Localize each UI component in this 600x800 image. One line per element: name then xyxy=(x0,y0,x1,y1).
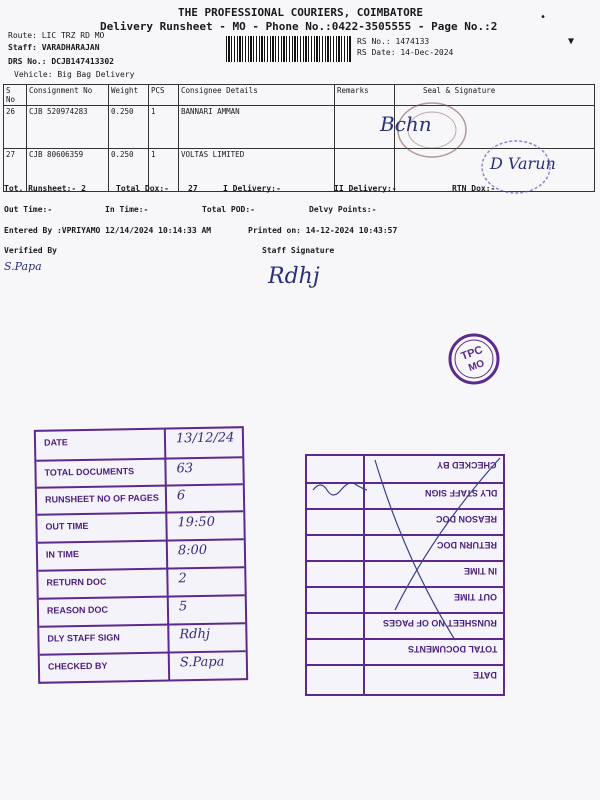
seal-text-mo: MO xyxy=(467,358,487,374)
col-sno: S No xyxy=(4,85,27,106)
seal-signature-2: D Varun xyxy=(490,154,556,173)
col-seal: Seal & Signature xyxy=(395,85,595,106)
stamp-label: IN TIME xyxy=(45,549,80,560)
staff-signature-label: Staff Signature xyxy=(262,246,335,255)
delvy-points: Delvy Points:- xyxy=(309,205,377,214)
stamp-value: S.Papa xyxy=(179,654,225,671)
runsheet-title: Delivery Runsheet - MO - Phone No.:0422-3505555 - Page No.:2 xyxy=(100,20,498,33)
stamp-label: DATE xyxy=(43,437,68,448)
route: Route: LIC TRZ RD MO xyxy=(8,31,105,40)
col-consignee: Consignee Details xyxy=(179,85,335,106)
stamp-label: REASON DOC xyxy=(46,604,109,616)
stamp-value: 2 xyxy=(178,571,187,587)
stamp-value: Rdhj xyxy=(179,626,211,643)
stamp-row xyxy=(307,664,503,694)
col-remarks: Remarks xyxy=(335,85,395,106)
cell-consignee: VOLTAS LIMITED xyxy=(179,149,335,192)
drs-number: DRS No.: DCJB147413302 xyxy=(8,57,114,66)
stamp-value: 63 xyxy=(176,461,194,477)
total-dox-label: Total Dox:- xyxy=(116,184,169,193)
stamp-row-checked-by xyxy=(40,650,246,682)
tpc-seal-icon xyxy=(447,332,501,386)
cell-sno: 27 xyxy=(4,149,27,192)
stamp-value: 5 xyxy=(178,599,188,615)
stamp-label: DLY STAFF SIGN xyxy=(47,632,120,644)
stamp-label: TOTAL DOCUMENTS xyxy=(407,644,497,654)
cell-consignee: BANNARI AMMAN xyxy=(179,106,335,149)
cross-out-mark xyxy=(305,440,505,660)
entered-by: Entered By :VPRIYAMO 12/14/2024 10:14:33 AM xyxy=(4,226,212,235)
out-time: Out Time:- xyxy=(4,205,53,214)
table-header-row xyxy=(4,85,595,106)
stamp-label: DLY STAFF SIGN xyxy=(424,488,497,498)
verified-by-signature: S.Papa xyxy=(4,260,42,273)
ii-delivery: II Delivery:- xyxy=(334,184,397,193)
cell-weight: 0.250 xyxy=(109,106,149,149)
corner-mark-2: ▼ xyxy=(568,36,575,47)
cell-pcs: 1 xyxy=(149,149,179,192)
stamp-label: OUT TIME xyxy=(454,592,497,602)
cell-weight: 0.250 xyxy=(109,149,149,192)
stamp-label: RUNSHEET NO OF PAGES xyxy=(44,492,159,505)
col-pcs: PCS xyxy=(149,85,179,106)
stamp-label: RETURN DOC xyxy=(437,540,497,550)
staff-signature: Rdhj xyxy=(268,264,320,289)
col-consignment: Consignment No xyxy=(27,85,109,106)
i-delivery: I Delivery:- xyxy=(223,184,281,193)
runsheet-checklist-stamp xyxy=(34,426,248,684)
seal-text-tpc: TPC xyxy=(459,343,485,363)
stamp-label: CHECKED BY xyxy=(47,660,108,672)
stamp-label: RUNSHEET NO OF PAGES xyxy=(383,618,497,628)
stamp-label: RETURN DOC xyxy=(46,576,107,588)
vehicle: Vehicle: Big Bag Delivery xyxy=(14,70,135,79)
tot-runsheet: Tot. Runsheet:- 2 xyxy=(4,184,86,193)
stamp-value: 13/12/24 xyxy=(175,430,235,447)
cell-sno: 26 xyxy=(4,106,27,149)
seal-signature-1: Bchn xyxy=(380,112,432,136)
verified-by-label: Verified By xyxy=(4,246,57,255)
cell-pcs: 1 xyxy=(149,106,179,149)
cell-consignment: CJB 520974283 xyxy=(27,106,109,149)
barcode xyxy=(226,36,351,62)
total-dox-value: 27 xyxy=(188,184,198,193)
staff: Staff: VARADHARAJAN xyxy=(8,43,100,52)
stamp-value: 19:50 xyxy=(177,514,216,531)
stamp-label: IN TIME xyxy=(464,566,497,576)
stamp-value: 6 xyxy=(176,488,186,504)
col-weight: Weight xyxy=(109,85,149,106)
rtn-dox: RTN Dox:- xyxy=(452,184,496,193)
stamp-value: 8:00 xyxy=(177,542,208,559)
stamp-label: REASON DOC xyxy=(435,514,497,524)
rs-date: RS Date: 14-Dec-2024 xyxy=(357,48,454,57)
company-name: THE PROFESSIONAL COURIERS, COIMBATORE xyxy=(178,6,424,19)
printed-on: Printed on: 14-12-2024 10:43:57 xyxy=(248,226,398,235)
stamp-label: TOTAL DOCUMENTS xyxy=(44,466,135,478)
stamp-label: DATE xyxy=(473,670,497,680)
stamp-label: CHECKED BY xyxy=(437,460,497,470)
total-pod: Total POD:- xyxy=(202,205,255,214)
in-time: In Time:- xyxy=(105,205,149,214)
rs-number: RS No.: 1474133 xyxy=(357,37,430,46)
cell-consignment: CJB 80606359 xyxy=(27,149,109,192)
stamp-row-date xyxy=(36,428,242,460)
stamp-label: OUT TIME xyxy=(45,520,89,532)
corner-mark: • xyxy=(540,12,547,23)
